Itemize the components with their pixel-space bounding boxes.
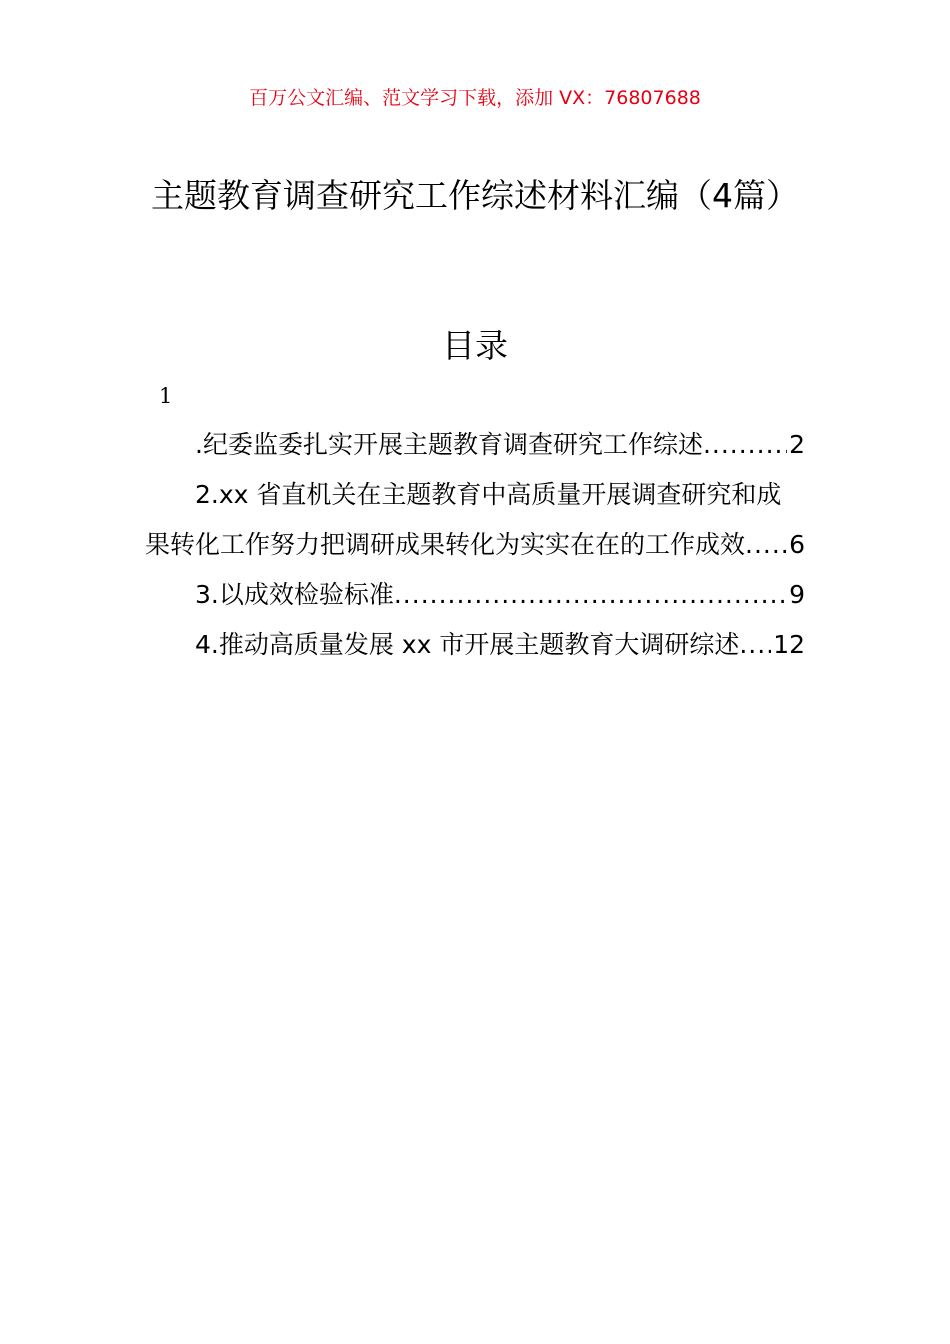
toc-page-number: 6 — [789, 530, 805, 559]
toc-entry-title-continued: 果转化工作努力把调研成果转化为实实在在的工作成效 — [145, 530, 746, 559]
toc-entry-3[interactable] — [195, 578, 805, 612]
toc-heading: 目录 — [442, 326, 508, 365]
toc-page-number: 2 — [789, 430, 805, 459]
toc-entry-title: 4.推动高质量发展 xx 市开展主题教育大调研综述 — [195, 630, 740, 659]
toc-leader-dots — [703, 428, 787, 462]
document-title: 主题教育调查研究工作综述材料汇编（4篇） — [151, 176, 799, 215]
toc-leader-dots — [739, 628, 771, 662]
toc-entry-2-line-2[interactable] — [145, 528, 805, 562]
toc-entry-title: 2.xx 省直机关在主题教育中高质量开展调查研究和成 — [195, 480, 782, 509]
download-promo-note: 百万公文汇编、范文学习下载，添加 VX：76807688 — [249, 87, 701, 109]
toc-entry-4[interactable] — [195, 628, 805, 662]
toc-entry-2-line-1[interactable] — [195, 478, 805, 512]
toc-page-number: 12 — [773, 630, 805, 659]
toc-leader-dots — [745, 528, 787, 562]
toc-leader-dots — [394, 578, 787, 612]
toc-page-number: 9 — [789, 580, 805, 609]
toc-marker: 1 — [159, 384, 173, 408]
toc-entry-title: .纪委监委扎实开展主题教育调查研究工作综述 — [195, 430, 703, 459]
toc-entry-1[interactable] — [195, 428, 805, 462]
toc-entry-title: 3.以成效检验标准 — [195, 580, 394, 609]
